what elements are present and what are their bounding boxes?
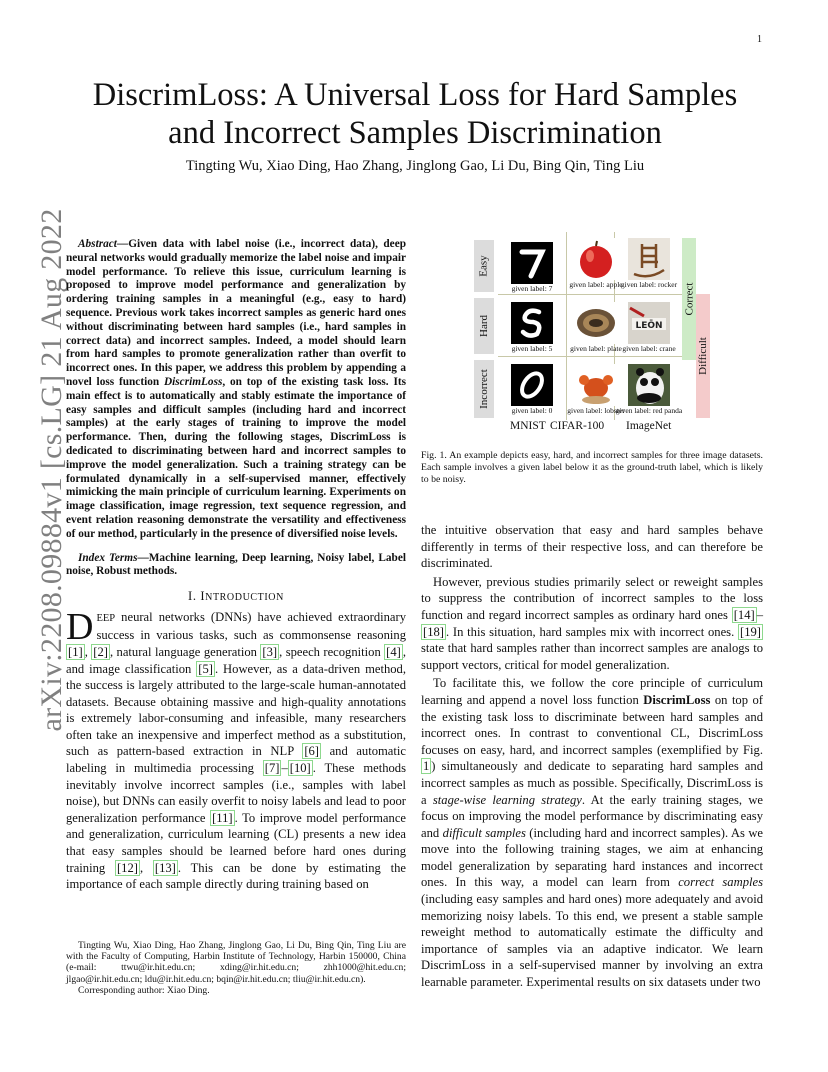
dataset-label-cifar: CIFAR-100: [550, 420, 605, 432]
figure-reference-link[interactable]: 1: [423, 759, 430, 774]
right-paragraph-1: [421, 574, 763, 674]
right-column: [421, 522, 763, 993]
body-text: . In this situation, hard samples mix with incorrect ones.: [445, 624, 739, 639]
sample-imagenet-hard: [615, 302, 683, 353]
section-numeral: I.: [188, 589, 201, 604]
abstract: [66, 238, 406, 542]
section-rest: NTRODUCTION: [205, 592, 284, 604]
intro-text: . To improve model performance and generalization, curriculum learning (CL) presents a new idea that easy samples should be learned before hard ones during training: [66, 810, 406, 875]
sample-imagenet-incorrect: [615, 364, 683, 415]
sample-mnist-hard: [498, 302, 566, 353]
intro-text: ,: [84, 644, 92, 659]
grid-line: [498, 356, 682, 357]
given-label-caption: given label: 5: [511, 344, 553, 353]
row-label-hard: [474, 298, 494, 354]
page-number: 1: [757, 34, 762, 45]
rocking-chair-image: [628, 238, 670, 280]
plate-image: [575, 302, 617, 344]
dataset-label-mnist: MNIST: [510, 420, 546, 432]
body-text: state that hard samples rather than incorrect samples are analogs to support vectors, critical for model generalization.: [421, 641, 763, 672]
correct-band: [682, 238, 696, 360]
citation-link[interactable]: [14]: [733, 607, 755, 622]
intro-text: –: [281, 761, 288, 776]
italic-term: stage-wise learning strategy: [432, 792, 582, 807]
body-text: (including hard and incorrect samples). As we move into the following training stages, we aim at enhancing model generalization by separating hard instances and incorrect ones. In this way, a model can learn from: [421, 825, 763, 890]
citation-link[interactable]: [7]: [264, 761, 280, 776]
abstract-text-2: , on top of the existing task loss. Its main effect is to automatically and stably estimate the importance of easy samples and difficult samples (including hard and incorrect samples) at the early stages of training to improve the model performance. Then, during the following stages, DiscrimLoss is dedicated to discriminating between hard and incorrect samples to improve the model generalization. Such a training strategy can be formulated dynamically in a self-supervised manner, effectively mimicking the main principle of curriculum learning. Experiments on image classification, image regression, text sequence regression, and event relation reasoning demonstrate the versatility and effectiveness of our method, particularly in the presence of diversified noise levels.: [66, 375, 406, 540]
footnote-affiliation: Tingting Wu, Xiao Ding, Hao Zhang, Jinglong Gao, Li Du, Bing Qin, Ting Liu are with the Faculty of Computing, Harbin Institute of Technology, Harbin 150000, China (e-mail: ttwu@ir.hit.edu.cn; xding@ir.hit.edu.cn; zhh1000@hit.edu.cn; jlgao@ir.hit.edu.cn; ldu@ir.hit.edu.cn; bqin@ir.hit.edu.cn; tliu@ir.hit.edu.cn).: [66, 940, 406, 985]
crane-sign-image: [628, 302, 670, 344]
intro-text: , speech recognition: [279, 644, 385, 659]
citation-link[interactable]: [12]: [116, 860, 138, 875]
row-label-incorrect: [474, 360, 494, 418]
digit-5-image: [511, 302, 553, 344]
intro-text: ,: [139, 860, 153, 875]
panda-image: [628, 364, 670, 406]
intro-text: neural networks (DNNs) have achieved extraordinary success in various tasks, such as commonsense reasoning: [96, 609, 406, 643]
sample-mnist-incorrect: [498, 364, 566, 415]
italic-term: correct samples: [678, 875, 763, 890]
intro-paragraph: [66, 605, 407, 893]
intro-text: . These methods inevitably involve incorrect samples (i.e., samples with label noise), but DNNs can easily overfit to noisy labels and lead to poor generalization performance: [66, 761, 406, 825]
method-name-bold: DiscrimLoss: [643, 692, 711, 707]
lobster-image: [575, 364, 617, 406]
citation-link[interactable]: [4]: [386, 644, 401, 659]
difficult-label: Difficult: [697, 337, 709, 375]
body-text: To facilitate this, we follow the core principle of curriculum learning and append a novel loss function: [421, 676, 763, 707]
body-text: ) simultaneously and dedicate to separating hard samples and incorrect samples as much as possible. Specifically, DiscrimLoss is a: [421, 759, 763, 807]
paper-title: [60, 76, 770, 152]
section-heading-introduction: [66, 588, 406, 607]
given-label-caption: given label: red panda: [615, 406, 683, 415]
citation-link[interactable]: [13]: [154, 860, 176, 875]
given-label-caption: given label: crane: [622, 344, 676, 353]
title-line-1: DiscrimLoss: A Universal Loss for Hard Samples: [92, 77, 738, 113]
correct-label: Correct: [683, 282, 696, 316]
figure-caption: Fig. 1. An example depicts easy, hard, and incorrect samples for three image datasets. Each sample involves a given label below it as the ground-truth label, which is likely to be noisy.: [421, 450, 763, 486]
digit-7-image: [511, 242, 553, 284]
index-terms-lead: Index Terms: [78, 551, 138, 564]
right-paragraph-2: [421, 675, 763, 990]
first-word-rest: EEP: [96, 612, 116, 624]
body-text: –: [756, 607, 763, 622]
intro-text: , natural language generation: [109, 644, 261, 659]
drop-cap: D: [66, 605, 94, 648]
citation-link[interactable]: [6]: [304, 744, 319, 759]
intro-text: . However, as a data-driven method, the success is largely attributed to the large-scale human-annotated datasets. Because obtaining massive and high-quality annotations is extremely labor-consuming and infeasible, many researchers often take an inexpensive and imperfect method as a substitution, such as pattern-based extraction in NLP: [66, 661, 407, 759]
intro-text: and automatic labeling in multimedia processing: [66, 744, 406, 776]
given-label-caption: given label: 7: [511, 284, 553, 293]
difficult-band: [696, 294, 710, 418]
given-label-caption: given label: rocker: [620, 280, 678, 289]
right-paragraph-0: the intuitive observation that easy and hard samples behave differently in terms of their respective loss, and can therefore be discriminated.: [421, 523, 763, 571]
given-label-caption: given label: apple: [569, 280, 623, 289]
author-list: Tingting Wu, Xiao Ding, Hao Zhang, Jinglong Gao, Li Du, Bing Qin, Ting Liu: [185, 158, 645, 174]
row-label-easy: [474, 240, 494, 292]
footnote-corresponding: Corresponding author: Xiao Ding.: [78, 984, 210, 996]
index-terms: [66, 552, 406, 580]
body-text: . At the early training stages, we focus on improving the model performance by discriminating easy and: [421, 792, 763, 840]
sample-imagenet-easy: [615, 238, 683, 289]
given-label-caption: given label: 0: [511, 406, 553, 415]
abstract-text-1: —Given data with label noise (i.e., incorrect data), deep neural networks would gradually memorize the label noise and impair model performance. To relieve this issue, curriculum learning is proposed to improve model performance and generalization by ordering training samples in a meaningful (e.g., easy to hard) sequence. Previous work takes incorrect samples as generic hard ones without discriminating between hard samples (i.e., hard samples in correct data) and incorrect samples. Indeed, a model should learn from hard samples to promote generalization rather than overfit to incorrect ones. In this paper, we address this problem by appending a novel loss function: [66, 238, 406, 388]
sign-text: LEŌN: [635, 321, 663, 331]
citation-link[interactable]: [1]: [68, 644, 83, 659]
row-label-text: Easy: [478, 255, 491, 277]
dataset-label-imagenet: ImageNet: [626, 420, 672, 432]
given-label-caption: given label: plate: [570, 344, 622, 353]
row-label-text: Incorrect: [478, 369, 491, 409]
italic-term: difficult samples: [442, 825, 526, 840]
given-label-caption: given label: lobster: [567, 406, 625, 415]
body-text: on top of the existing task loss to discriminate between hard samples and incorrect ones. In contrast to conventional CL, DiscrimLoss focuses on easy, hard, and incorrect samples (exemplified by Fig.: [421, 692, 763, 757]
body-text: However, previous studies primarily select or reweight samples to suppress the contribution of incorrect samples to the loss function and regard incorrect samples as ordinary hard ones: [421, 574, 763, 622]
citation-link[interactable]: [19]: [740, 624, 761, 639]
body-text: (including easy samples and hard ones) more adequately and avoid memorizing noisy labels. To this end, we present a stable sample reweight method to automatically estimate the difficulty and importance of samples via an adaptive indicator. We learn DiscrimLoss in a self-supervised manner by involving an extra learnable parameter. Experimental results on six datasets under two: [421, 892, 763, 990]
left-column: [66, 238, 406, 893]
index-terms-text: —Machine learning, Deep learning, Noisy label, Label noise, Robust methods.: [66, 551, 406, 578]
citation-link[interactable]: [11]: [212, 810, 233, 825]
citation-link[interactable]: [3]: [262, 644, 278, 659]
digit-0-image: [511, 364, 553, 406]
abstract-method-name: DiscrimLoss: [163, 375, 223, 388]
grid-line: [498, 294, 682, 295]
citation-link[interactable]: [18]: [423, 624, 444, 639]
sample-mnist-easy: [498, 242, 566, 293]
section-first-letter: I: [200, 589, 206, 604]
citation-link[interactable]: [2]: [93, 644, 108, 659]
citation-link[interactable]: [5]: [198, 661, 213, 676]
row-label-text: Hard: [478, 315, 490, 337]
figure-1: [470, 232, 710, 438]
citation-link[interactable]: [10]: [289, 761, 311, 776]
author-footnote: [66, 940, 406, 996]
arxiv-identifier[interactable]: arXiv:2208.09884v1 [cs.LG] 21 Aug 2022: [35, 208, 68, 732]
abstract-lead: Abstract: [78, 238, 117, 250]
intro-text: . This can be done by estimating the importance of each sample directly during training based on: [66, 860, 406, 892]
apple-image: [575, 238, 617, 280]
title-line-2: and Incorrect Samples Discrimination: [168, 115, 662, 151]
intro-text: , and image classification: [66, 644, 407, 676]
